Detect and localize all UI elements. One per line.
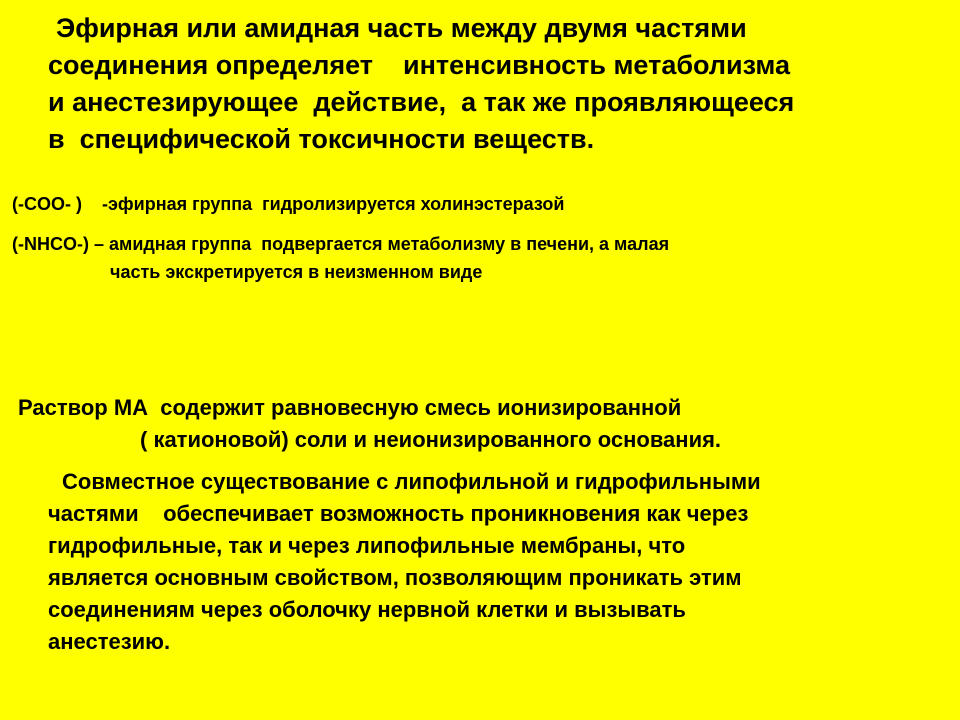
coexistence-paragraph [48, 466, 761, 658]
solution-line-1: Раствор МА содержит равновесную смесь ионизированной [18, 395, 682, 420]
ester-group-line-1: (-COO- ) -эфирная группа гидролизируется холинэстеразой [12, 194, 565, 214]
coexistence-line-4: является основным свойством, позволяющим проникать этим [48, 565, 742, 590]
solution-line-2: ( катионовой) соли и неионизированного основания. [140, 427, 722, 452]
intro-line-4: в специфической токсичности веществ. [48, 124, 595, 154]
intro-paragraph [48, 10, 794, 158]
coexistence-line-3: гидрофильные, так и через липофильные мембраны, что [48, 533, 686, 558]
coexistence-line-2: частями обеспечивает возможность проникновения как через [48, 501, 749, 526]
solution-paragraph [18, 392, 721, 456]
coexistence-line-5: соединениям через оболочку нервной клетки и вызывать [48, 597, 686, 622]
intro-line-2: соединения определяет интенсивность метаболизма [48, 50, 790, 80]
coexistence-line-1: Совместное существование с липофильной и гидрофильными [62, 469, 761, 494]
ester-group-paragraph [12, 190, 564, 218]
intro-line-3: и анестезирующее действие, а так же проявляющееся [48, 87, 795, 117]
amide-group-line-2: часть экскретируется в неизменном виде [110, 262, 483, 282]
intro-line-1: Эфирная или амидная часть между двумя частями [56, 13, 747, 43]
amide-group-paragraph [12, 230, 669, 286]
coexistence-line-6: анестезию. [48, 629, 171, 654]
amide-group-line-1: (-NHCO-) – амидная группа подвергается метаболизму в печени, а малая [12, 234, 670, 254]
